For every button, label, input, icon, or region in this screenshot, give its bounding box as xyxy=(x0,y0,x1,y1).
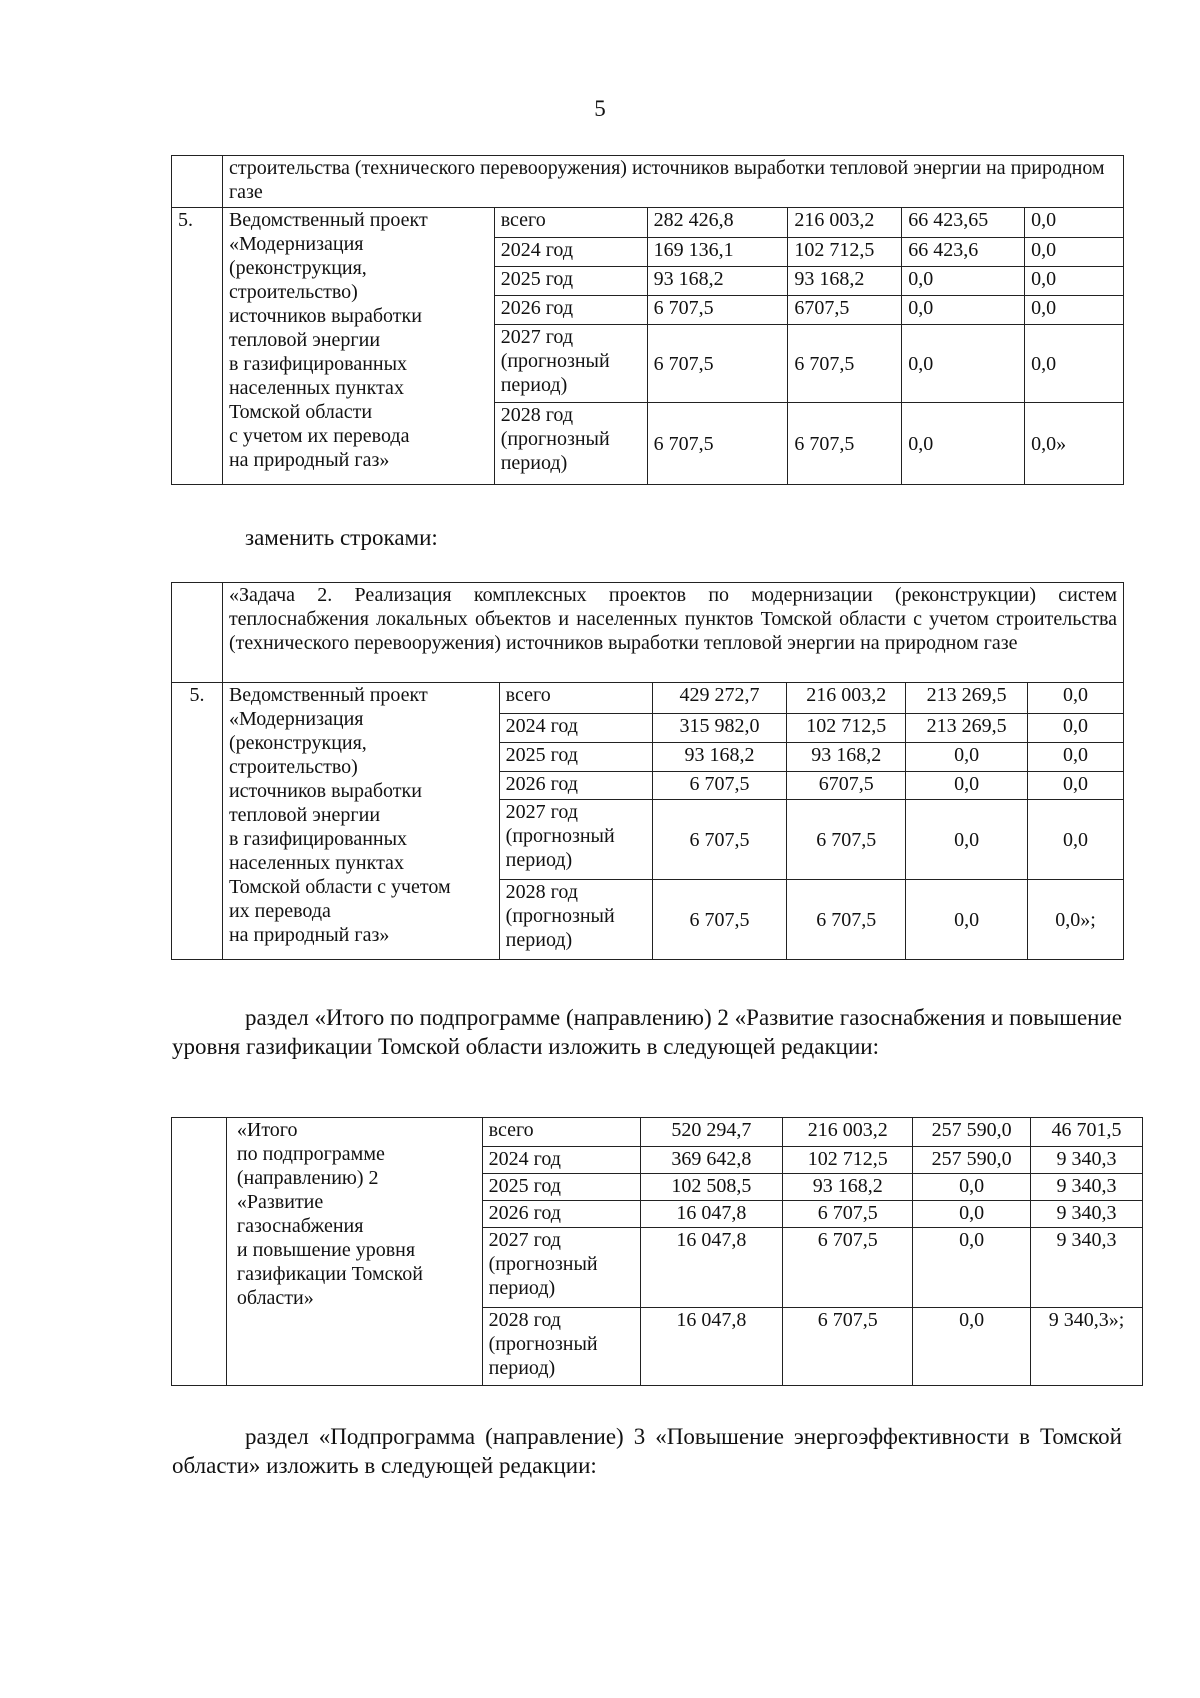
total-name xyxy=(226,1118,482,1386)
project-name-line: тепловой энергии xyxy=(228,804,381,826)
value-cell: 0,0 xyxy=(913,1174,1031,1201)
value-cell: 93 168,2 xyxy=(787,743,906,772)
project-name-line: «Модернизация xyxy=(228,233,364,255)
project-name-line: населенных пунктах xyxy=(228,377,404,399)
value-cell: 0,0 xyxy=(906,743,1028,772)
value-cell: 6 707,5 xyxy=(783,1201,913,1228)
period-line: период) xyxy=(505,929,573,951)
project-name-line: (реконструкция, xyxy=(228,257,367,279)
task-header-text: «Задача 2. Реализация комплексных проектов по модернизации (реконструкции) систем теплоснабжения локальных объектов и населенных пунктов Томской области с учетом строительства (технического перевооружения) источников выработки тепловой энергии на природном газе xyxy=(222,583,1123,683)
project-name-line: Томской области с учетом xyxy=(228,876,451,898)
value-cell: 257 590,0 xyxy=(913,1147,1031,1174)
paragraph-subprogram-3: раздел «Подпрограмма (направление) 3 «Повышение энергоэффективности в Томской области» изложить в следующей редакции: xyxy=(172,1424,1122,1478)
value-cell: 0,0 xyxy=(1025,296,1124,325)
table-subprogram-total xyxy=(171,1117,1143,1386)
value-cell: 0,0 xyxy=(906,880,1028,960)
period-cell: всего xyxy=(494,208,647,238)
cell-empty xyxy=(172,1118,227,1386)
period-cell: 2026 год xyxy=(494,296,647,325)
period-line: (прогнозный xyxy=(505,825,615,847)
table-original-rows xyxy=(171,155,1124,485)
value-cell: 6 707,5 xyxy=(647,403,788,485)
value-cell: 0,0 xyxy=(902,403,1025,485)
value-cell: 66 423,6 xyxy=(902,238,1025,267)
value-cell: 0,0 xyxy=(902,296,1025,325)
cell-empty xyxy=(172,583,223,683)
period-line: (прогнозный xyxy=(500,350,610,372)
value-cell: 9 340,3 xyxy=(1031,1147,1143,1174)
period-cell: 2024 год xyxy=(494,238,647,267)
page-number: 5 xyxy=(594,96,606,121)
value-cell: 6707,5 xyxy=(787,772,906,800)
table-replacement-rows xyxy=(171,582,1124,960)
period-cell: 2025 год xyxy=(499,743,652,772)
period-cell: 2024 год xyxy=(499,714,652,743)
value-cell: 102 712,5 xyxy=(783,1147,913,1174)
total-name-line: «Развитие xyxy=(236,1191,324,1213)
value-cell: 0,0 xyxy=(906,772,1028,800)
period-line: период) xyxy=(500,452,568,474)
total-name-line: «Итого xyxy=(236,1119,298,1141)
period-cell: 2024 год xyxy=(482,1147,640,1174)
period-cell: 2025 год xyxy=(494,267,647,296)
period-cell xyxy=(482,1228,640,1308)
value-cell: 0,0 xyxy=(1025,208,1124,238)
period-line: (прогнозный xyxy=(488,1333,598,1355)
total-name-line: газоснабжения xyxy=(236,1215,364,1237)
value-cell: 6707,5 xyxy=(788,296,902,325)
value-cell: 0,0 xyxy=(906,800,1028,880)
value-cell: 216 003,2 xyxy=(783,1118,913,1147)
period-cell xyxy=(482,1308,640,1386)
value-cell: 9 340,3 xyxy=(1031,1228,1143,1308)
value-cell: 9 340,3 xyxy=(1031,1201,1143,1228)
project-name-line: в газифицированных xyxy=(228,828,408,850)
value-cell: 369 642,8 xyxy=(640,1147,783,1174)
period-line: период) xyxy=(488,1357,556,1379)
value-cell: 93 168,2 xyxy=(652,743,787,772)
value-cell: 102 712,5 xyxy=(787,714,906,743)
value-cell: 0,0 xyxy=(1028,772,1124,800)
value-cell: 6 707,5 xyxy=(783,1308,913,1386)
value-cell: 0,0 xyxy=(913,1308,1031,1386)
project-name-line: «Модернизация xyxy=(228,708,364,730)
value-cell: 66 423,65 xyxy=(902,208,1025,238)
value-cell: 169 136,1 xyxy=(647,238,788,267)
value-cell: 9 340,3»; xyxy=(1031,1308,1143,1386)
value-cell: 0,0 xyxy=(1028,683,1124,714)
value-cell: 216 003,2 xyxy=(787,683,906,714)
value-cell: 6 707,5 xyxy=(787,800,906,880)
project-name-line: на природный газ» xyxy=(228,924,390,946)
value-cell: 0,0 xyxy=(1025,238,1124,267)
row-number: 5. xyxy=(172,683,223,960)
value-cell: 6 707,5 xyxy=(652,772,787,800)
period-line: (прогнозный xyxy=(505,905,615,927)
period-line: 2028 год xyxy=(500,404,573,426)
value-cell: 16 047,8 xyxy=(640,1201,783,1228)
total-name-line: газификации Томской xyxy=(236,1263,423,1285)
period-line: (прогнозный xyxy=(488,1253,598,1275)
value-cell: 315 982,0 xyxy=(652,714,787,743)
value-cell: 0,0 xyxy=(1028,800,1124,880)
project-name-line: с учетом их перевода xyxy=(228,425,410,447)
project-name-line: строительство) xyxy=(228,281,358,303)
value-cell: 0,0 xyxy=(1028,743,1124,772)
period-cell: всего xyxy=(499,683,652,714)
total-name-line: (направлению) 2 xyxy=(236,1167,379,1189)
period-cell: 2025 год xyxy=(482,1174,640,1201)
period-cell xyxy=(499,800,652,880)
period-cell: 2026 год xyxy=(499,772,652,800)
value-cell: 0,0»; xyxy=(1028,880,1124,960)
total-name-line: области» xyxy=(236,1287,314,1309)
value-cell: 213 269,5 xyxy=(906,683,1028,714)
period-cell: 2026 год xyxy=(482,1201,640,1228)
project-name-line: в газифицированных xyxy=(228,353,408,375)
value-cell: 6 707,5 xyxy=(783,1228,913,1308)
project-name-line: источников выработки xyxy=(228,305,422,327)
value-cell: 102 712,5 xyxy=(788,238,902,267)
project-name-line: строительство) xyxy=(228,756,358,778)
project-name xyxy=(222,683,499,960)
period-cell xyxy=(499,880,652,960)
task-header-text: строительства (технического перевооружения) источников выработки тепловой энергии на природном газе xyxy=(222,156,1123,208)
value-cell: 257 590,0 xyxy=(913,1118,1031,1147)
project-name-line: (реконструкция, xyxy=(228,732,367,754)
value-cell: 0,0 xyxy=(913,1201,1031,1228)
period-line: 2027 год xyxy=(500,326,573,348)
project-name xyxy=(222,208,494,485)
value-cell: 93 168,2 xyxy=(783,1174,913,1201)
project-name-line: на природный газ» xyxy=(228,449,390,471)
value-cell: 0,0 xyxy=(1028,714,1124,743)
value-cell: 429 272,7 xyxy=(652,683,787,714)
value-cell: 0,0 xyxy=(902,267,1025,296)
project-name-line: Ведомственный проект xyxy=(228,684,428,706)
value-cell: 6 707,5 xyxy=(647,325,788,403)
value-cell: 16 047,8 xyxy=(640,1308,783,1386)
cell-empty xyxy=(172,156,223,208)
value-cell: 6 707,5 xyxy=(788,403,902,485)
period-line: (прогнозный xyxy=(500,428,610,450)
value-cell: 6 707,5 xyxy=(787,880,906,960)
value-cell: 6 707,5 xyxy=(647,296,788,325)
period-cell xyxy=(494,403,647,485)
period-line: период) xyxy=(505,849,573,871)
value-cell: 0,0 xyxy=(1025,267,1124,296)
period-cell: всего xyxy=(482,1118,640,1147)
period-line: период) xyxy=(488,1277,556,1299)
value-cell: 0,0 xyxy=(913,1228,1031,1308)
value-cell: 0,0 xyxy=(902,325,1025,403)
period-cell xyxy=(494,325,647,403)
period-line: период) xyxy=(500,374,568,396)
total-name-line: и повышение уровня xyxy=(236,1239,416,1261)
value-cell: 46 701,5 xyxy=(1031,1118,1143,1147)
value-cell: 93 168,2 xyxy=(647,267,788,296)
value-cell: 9 340,3 xyxy=(1031,1174,1143,1201)
row-number: 5. xyxy=(172,208,223,485)
value-cell: 6 707,5 xyxy=(652,880,787,960)
value-cell: 0,0 xyxy=(1025,325,1124,403)
project-name-line: населенных пунктах xyxy=(228,852,404,874)
total-name-line: по подпрограмме xyxy=(236,1143,385,1165)
value-cell: 93 168,2 xyxy=(788,267,902,296)
value-cell: 0,0» xyxy=(1025,403,1124,485)
project-name-line: источников выработки xyxy=(228,780,422,802)
project-name-line: тепловой энергии xyxy=(228,329,381,351)
value-cell: 102 508,5 xyxy=(640,1174,783,1201)
value-cell: 213 269,5 xyxy=(906,714,1028,743)
period-line: 2028 год xyxy=(505,881,578,903)
project-name-line: Томской области xyxy=(228,401,373,423)
value-cell: 16 047,8 xyxy=(640,1228,783,1308)
value-cell: 6 707,5 xyxy=(652,800,787,880)
period-line: 2027 год xyxy=(505,801,578,823)
paragraph-total-section: раздел «Итого по подпрограмме (направлению) 2 «Развитие газоснабжения и повышение уровня газификации Томской области изложить в следующей редакции: xyxy=(172,1005,1122,1059)
paragraph-replace: заменить строками: xyxy=(245,525,438,550)
period-line: 2027 год xyxy=(488,1229,561,1251)
project-name-line: Ведомственный проект xyxy=(228,209,428,231)
project-name-line: их перевода xyxy=(228,900,331,922)
value-cell: 216 003,2 xyxy=(788,208,902,238)
value-cell: 6 707,5 xyxy=(788,325,902,403)
value-cell: 282 426,8 xyxy=(647,208,788,238)
period-line: 2028 год xyxy=(488,1309,561,1331)
value-cell: 520 294,7 xyxy=(640,1118,783,1147)
